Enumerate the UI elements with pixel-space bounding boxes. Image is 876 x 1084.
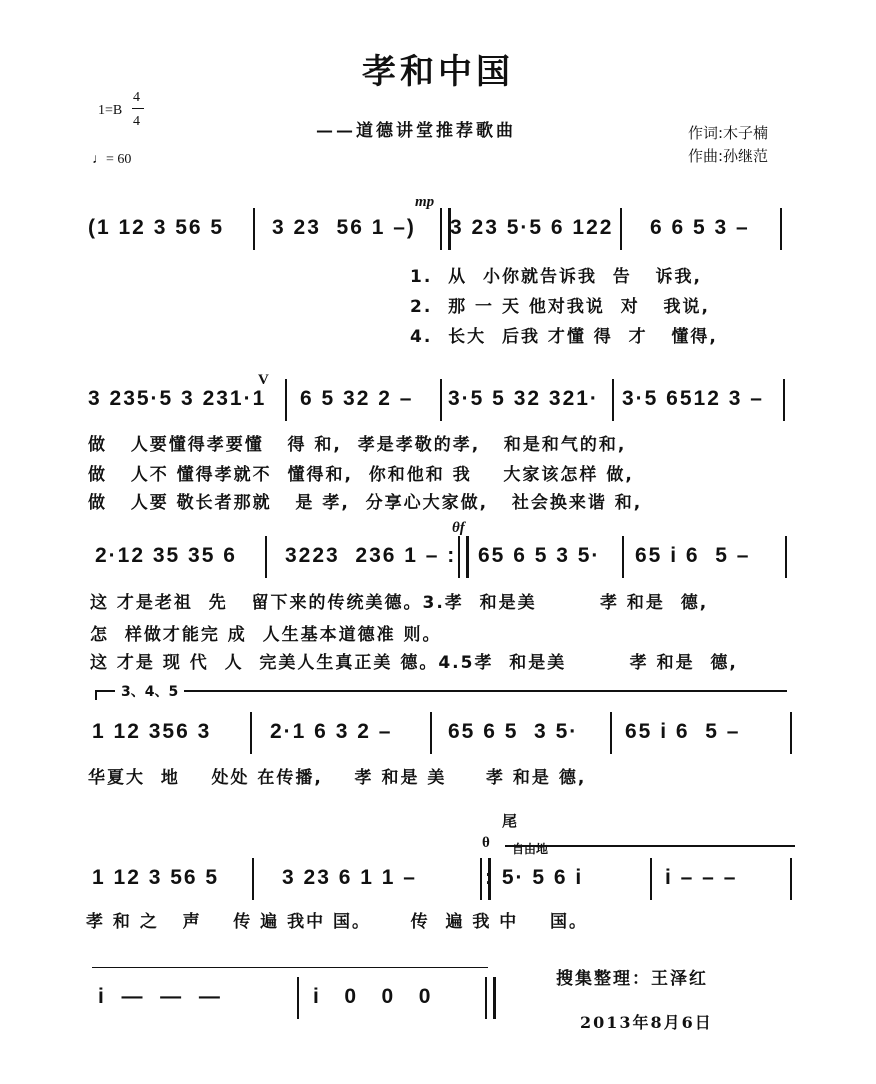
note-measure: i 0 0 0 [313, 985, 433, 1008]
barline [650, 858, 652, 900]
composer: 作曲:孙继范 [688, 147, 769, 165]
note-measure: 65 6 5 3 5· [478, 544, 601, 567]
note-measure: (1 12 3 56 5 [88, 216, 225, 239]
time-signature-line [132, 108, 144, 109]
note-measure: 3 235·5 3 231·1 [88, 387, 267, 410]
dynamic-mark: mp [415, 194, 435, 210]
lyric-line: 这 才是老祖 先 留下来的传统美德。3.孝 和是美 孝 和是 德, [90, 593, 709, 613]
note-measure: 3·5 5 32 321· [448, 387, 599, 410]
note-measure: 3 23 6 1 1 – [282, 866, 417, 889]
barline [780, 208, 782, 250]
note-measure: 65 i 6 5 – [625, 720, 741, 743]
barline [297, 977, 299, 1019]
double-barline [485, 977, 496, 1019]
barline [612, 379, 614, 421]
note-measure: 65 i 6 5 – [635, 544, 751, 567]
ending-bracket-2 [92, 967, 488, 968]
collector-credit: 搜集整理：王泽红 [556, 969, 708, 989]
barline [265, 536, 267, 578]
barline [285, 379, 287, 421]
note-measure: 2·1 6 3 2 – [270, 720, 393, 743]
lyric-line: 怎 样做才能完 成 人生基本道德准 则。 [90, 625, 442, 645]
tempo-marking: ♩= 60 [92, 152, 132, 167]
barline [250, 712, 252, 754]
lyric-line: 2. 那 一 天 他对我说 对 我说, [410, 297, 710, 317]
dynamic-mark: 自由地 [512, 842, 549, 856]
ending-bracket [505, 845, 795, 847]
volta-bracket [95, 690, 787, 693]
barline [610, 712, 612, 754]
lyric-line: 孝 和 之 声 传 遍 我中 国。 传 遍 我 中 国。 [86, 912, 588, 932]
subtitle: ——道德讲堂推荐歌曲 [316, 121, 516, 141]
double-barline [440, 208, 451, 250]
barline [620, 208, 622, 250]
time-signature-bottom: 4 [133, 114, 140, 129]
double-barline [458, 536, 469, 578]
volta-label: 3、4、5 [115, 681, 184, 701]
note-measure: 1 12 3 56 5 [92, 866, 220, 889]
note-measure: 3 23 56 1 –) [272, 216, 416, 239]
volta-hook [95, 690, 97, 700]
dynamic-mark: 尾 [502, 814, 518, 830]
lyric-line: 做 人要 敬长者那就 是 孝, 分享心大家做, 社会换来谐 和, [88, 493, 643, 513]
barline [622, 536, 624, 578]
note-measure: 6 6 5 3 – [650, 216, 750, 239]
dynamic-mark: V [258, 372, 269, 388]
note-measure: i – – – [665, 866, 738, 889]
barline [253, 208, 255, 250]
lyric-line: 做 人要懂得孝要懂 得 和, 孝是孝敬的孝, 和是和气的和, [88, 435, 627, 455]
note-measure: 3·5 6512 3 – [622, 387, 764, 410]
date: 2013年8月6日 [580, 1013, 713, 1032]
lyricist: 作词:木子楠 [688, 124, 769, 142]
note-measure: 1 12 356 3 [92, 720, 212, 743]
lyric-line: 1. 从 小你就告诉我 告 诉我, [410, 267, 703, 287]
barline [790, 712, 792, 754]
barline [252, 858, 254, 900]
note-measure: 3 23 5·5 6 122 [450, 216, 614, 239]
note-measure: 6 5 32 2 – [300, 387, 414, 410]
lyric-line: 华夏大 地 处处 在传播, 孝 和是 美 孝 和是 德, [88, 768, 587, 788]
dynamic-mark: θf [452, 520, 465, 536]
song-title: 孝和中国 [362, 52, 514, 92]
note-measure: 3223 236 1 – : [285, 544, 457, 567]
note-measure: 2·12 35 35 6 [95, 544, 237, 567]
time-signature-top: 4 [133, 90, 140, 105]
lyric-line: 这 才是 现 代 人 完美人生真正美 德。4.5孝 和是美 孝 和是 德, [90, 653, 738, 673]
barline [440, 379, 442, 421]
lyric-line: 4. 长大 后我 才懂 得 才 懂得, [410, 327, 718, 347]
note-measure: 65 6 5 3 5· [448, 720, 579, 743]
dynamic-mark: θ [482, 835, 490, 851]
note-measure: i — — — [98, 985, 222, 1008]
lyric-line: 做 人不 懂得孝就不 懂得和, 你和他和 我 大家该怎样 做, [88, 465, 634, 485]
barline [783, 379, 785, 421]
note-measure: : 5· 5 6 i [485, 866, 584, 889]
barline [785, 536, 787, 578]
barline [430, 712, 432, 754]
key-signature: 1=B [98, 103, 123, 118]
barline [790, 858, 792, 900]
double-barline [480, 858, 491, 900]
